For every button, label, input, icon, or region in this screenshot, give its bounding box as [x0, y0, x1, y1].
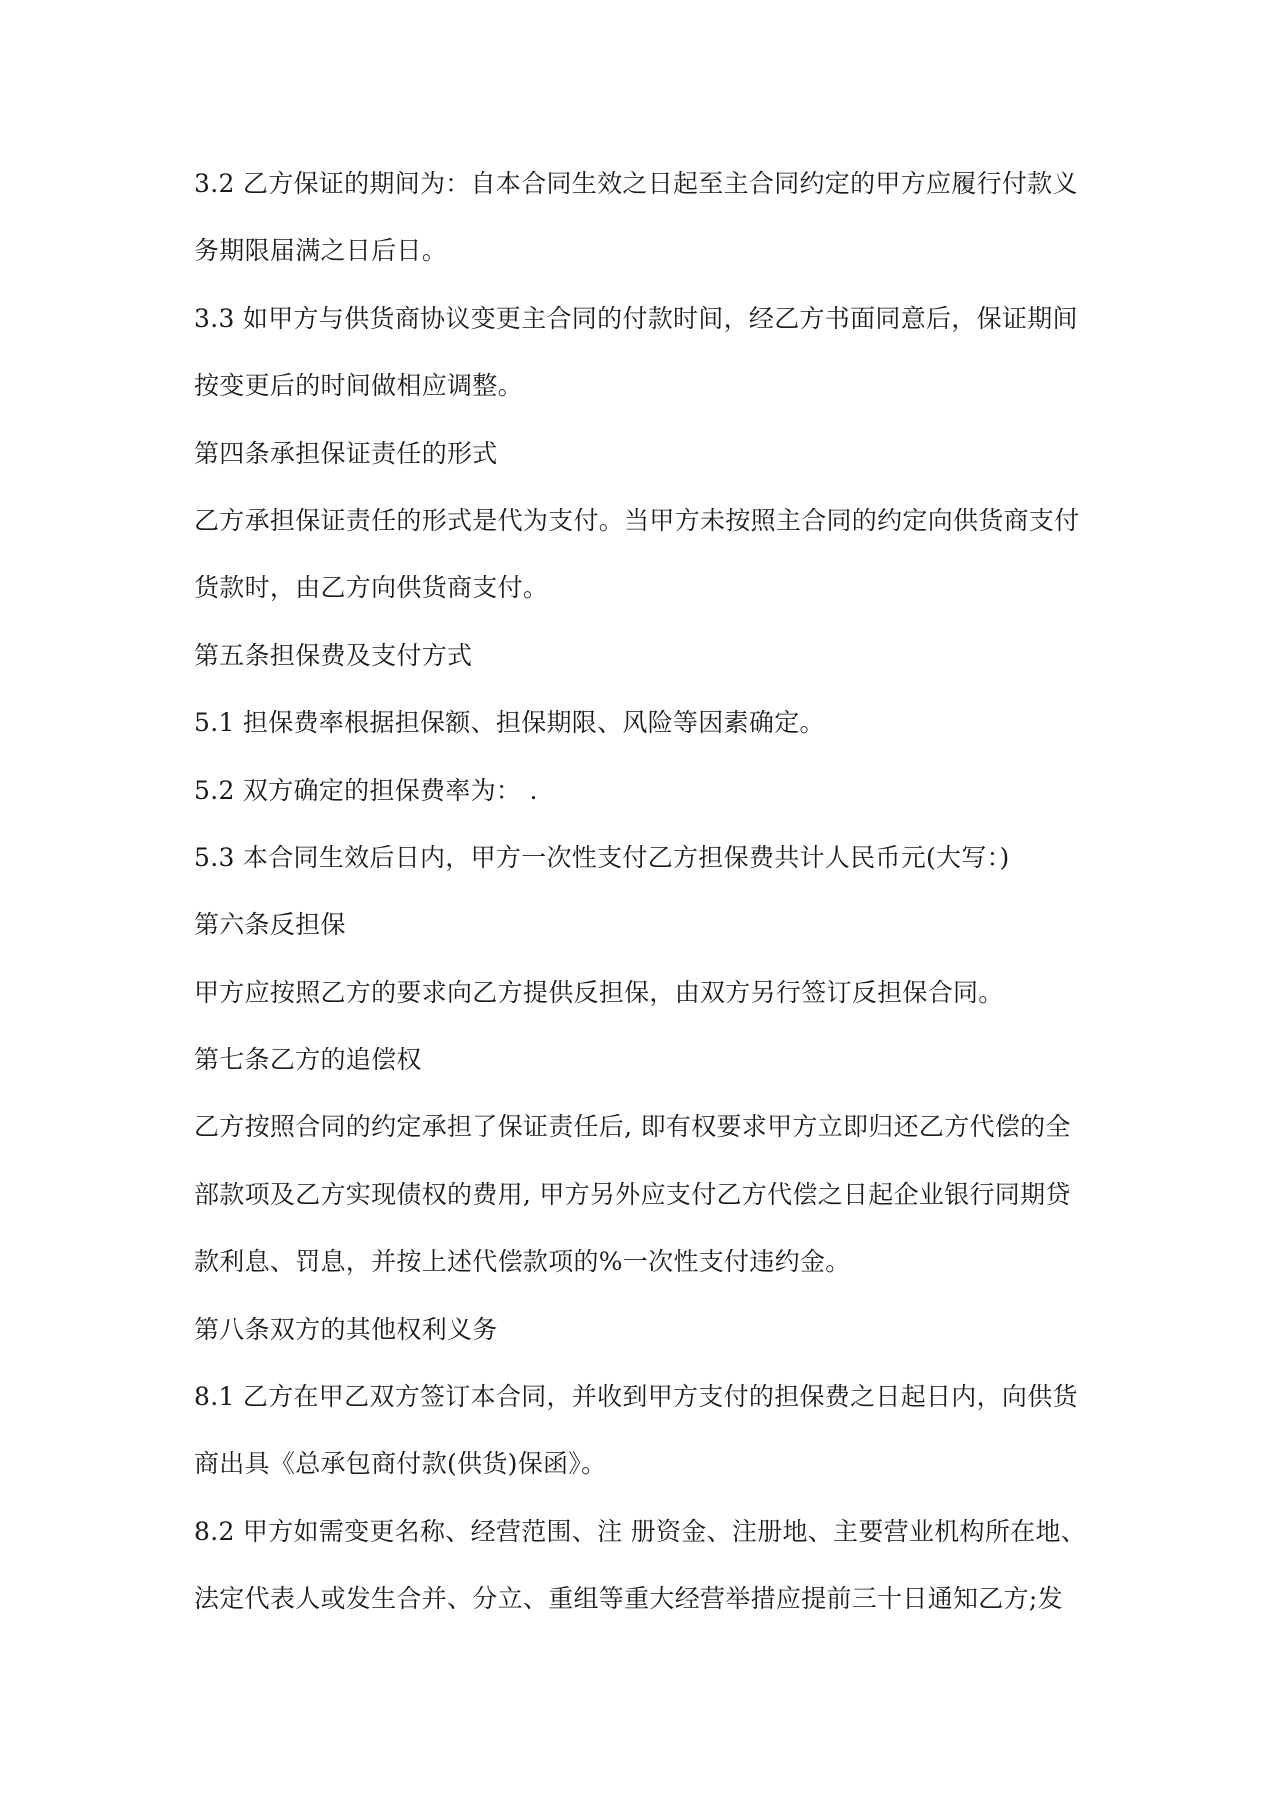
clause-5-3: 5.3 本合同生效后日内，甲方一次性支付乙方担保费共计人民币元(大写：) — [194, 842, 1010, 872]
article-4-body-line-1: 乙方承担保证责任的形式是代为支付。当甲方未按照主合同的约定向供货商支付 — [194, 505, 1080, 535]
clause-3-3-line-1: 3.3 如甲方与供货商协议变更主合同的付款时间，经乙方书面同意后，保证期间 — [194, 303, 1078, 333]
clause-3-3-line-2: 按变更后的时间做相应调整。 — [194, 371, 523, 401]
clause-8-2-line-1: 8.2 甲方如需变更名称、经营范围、注 册资金、注册地、主要营业机构所在地、 — [194, 1516, 1087, 1546]
article-4-heading: 第四条承担保证责任的形式 — [194, 438, 498, 468]
article-5-heading: 第五条担保费及支付方式 — [194, 640, 473, 670]
clause-5-1: 5.1 担保费率根据担保额、担保期限、风险等因素确定。 — [194, 708, 825, 738]
article-8-heading: 第八条双方的其他权利义务 — [194, 1314, 498, 1344]
article-7-heading: 第七条乙方的追偿权 — [194, 1045, 422, 1075]
clause-3-2-line-1: 3.2 乙方保证的期间为：自本合同生效之日起至主合同约定的甲方应履行付款义 — [194, 169, 1078, 198]
clause-5-2: 5.2 双方确定的担保费率为： . — [194, 775, 538, 805]
clause-3-2-line-2: 务期限届满之日后日。 — [194, 236, 448, 266]
article-7-body-line-2: 部款项及乙方实现债权的费用, 甲方另外应支付乙方代偿之日起企业银行同期贷 — [194, 1179, 1071, 1209]
article-4-body-line-2: 货款时，由乙方向供货商支付。 — [194, 573, 549, 603]
clause-8-2-line-2: 法定代表人或发生合并、分立、重组等重大经营举措应提前三十日通知乙方;发 — [194, 1584, 1063, 1614]
article-7-body-line-1: 乙方按照合同的约定承担了保证责任后, 即有权要求甲方立即归还乙方代偿的全 — [194, 1112, 1071, 1142]
article-6-body: 甲方应按照乙方的要求向乙方提供反担保，由双方另行签订反担保合同。 — [194, 977, 1004, 1007]
clause-8-1-line-2: 商出具《总承包商付款(供货)保函》。 — [194, 1449, 607, 1479]
article-7-body-line-3: 款利息、罚息，并按上述代偿款项的%一次性支付违约金。 — [194, 1247, 851, 1277]
article-6-heading: 第六条反担保 — [194, 910, 346, 940]
document-body — [194, 168, 1094, 1651]
clause-8-1-line-1: 8.1 乙方在甲乙双方签订本合同，并收到甲方支付的担保费之日起日内，向供货 — [194, 1382, 1078, 1412]
